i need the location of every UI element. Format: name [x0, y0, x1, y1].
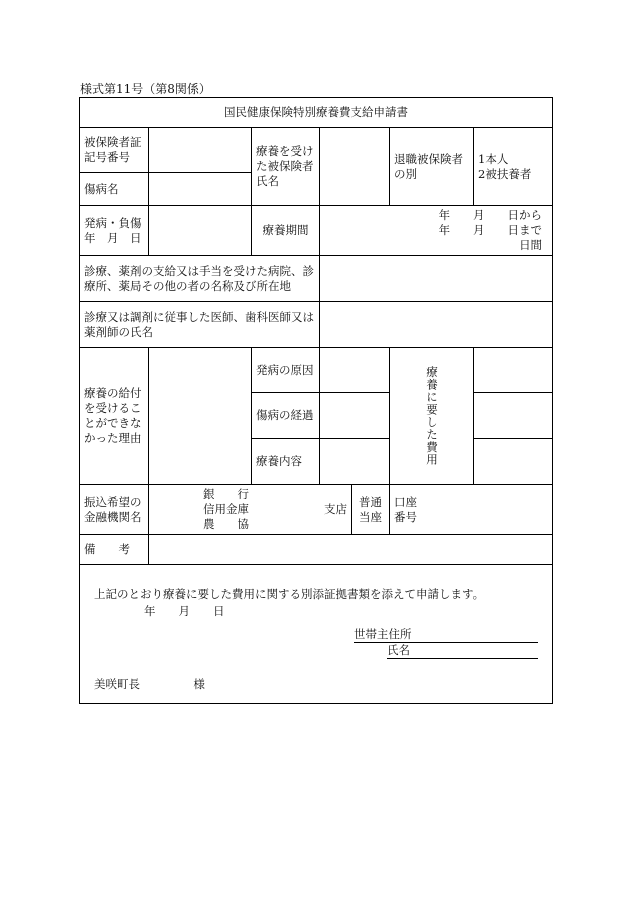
period-label: 療養期間 [252, 206, 320, 256]
bank-label: 振込希望の金融機関名 [80, 485, 149, 535]
onset-label: 発病・負傷 年 月 日 [80, 206, 149, 256]
retired-option-dependent[interactable]: 2被扶養者 [478, 166, 532, 181]
injury-name-field[interactable] [149, 173, 252, 206]
notes-label: 備 考 [80, 535, 149, 565]
cause-field[interactable] [320, 348, 390, 393]
doctor-label: 診療又は調剤に従事した医師、歯科医師又は薬剤師の氏名 [80, 302, 320, 348]
account-type-futsu: 普通 [359, 494, 382, 509]
cost-field-2[interactable] [474, 393, 553, 439]
onset-date-field[interactable] [149, 206, 252, 256]
doctor-field[interactable] [320, 302, 553, 348]
account-type-toza: 当座 [359, 509, 382, 524]
retired-label: 退職被保険者の別 [390, 128, 474, 206]
treated-person-label: 療養を受けた被保険者氏名 [252, 128, 320, 206]
content-label: 療養内容 [252, 439, 320, 485]
retired-options[interactable] [474, 128, 553, 206]
cause-label: 発病の原因 [252, 348, 320, 393]
reason-label: 療養の給付を受けることができなかった理由 [80, 348, 149, 485]
bank-type-nokyo: 農 協 [203, 517, 249, 531]
notes-field[interactable] [149, 535, 553, 565]
insured-id-label: 被保険者証記号番号 [80, 128, 149, 173]
period-field[interactable]: 年 月 日から 年 月 日まで 日間 [320, 206, 553, 256]
cost-field-3[interactable] [474, 439, 553, 485]
facility-label: 診療、薬剤の支給又は手当を受けた病院、診療所、薬局その他の者の名称及び所在地 [80, 256, 320, 302]
addressee: 美咲町長 様 [94, 677, 205, 691]
account-type-field[interactable] [352, 485, 390, 535]
cost-label: 療養に要した費用 [390, 348, 474, 485]
bank-type-shinkin: 信用金庫 [203, 502, 249, 516]
declaration-date[interactable]: 年 月 日 [144, 604, 225, 618]
insured-id-field[interactable] [149, 128, 252, 173]
retired-option-self[interactable]: 1本人 [478, 151, 509, 166]
declaration-block [80, 565, 553, 704]
form-number: 様式第11号（第8関係） [80, 82, 211, 96]
form-title: 国民健康保険特別療養費支給申請書 [80, 98, 553, 128]
bank-field[interactable] [149, 485, 352, 535]
name-line[interactable]: 氏名 [387, 643, 538, 659]
householder-address-line[interactable]: 世帯主住所 [354, 627, 538, 643]
facility-field[interactable] [320, 256, 553, 302]
branch-label: 支店 [324, 502, 347, 516]
bank-type-bank: 銀 行 [203, 487, 249, 501]
injury-name-label: 傷病名 [80, 173, 149, 206]
declaration-statement: 上記のとおり療養に要した費用に関する別添証拠書類を添えて申請します。 [94, 587, 485, 601]
application-form-table [79, 97, 553, 704]
progress-label: 傷病の経過 [252, 393, 320, 439]
account-number-field[interactable]: 口座 番号 [390, 485, 553, 535]
treated-person-field[interactable] [320, 128, 390, 206]
content-field[interactable] [320, 439, 390, 485]
progress-field[interactable] [320, 393, 390, 439]
cost-field-1[interactable] [474, 348, 553, 393]
reason-field[interactable] [149, 348, 252, 485]
